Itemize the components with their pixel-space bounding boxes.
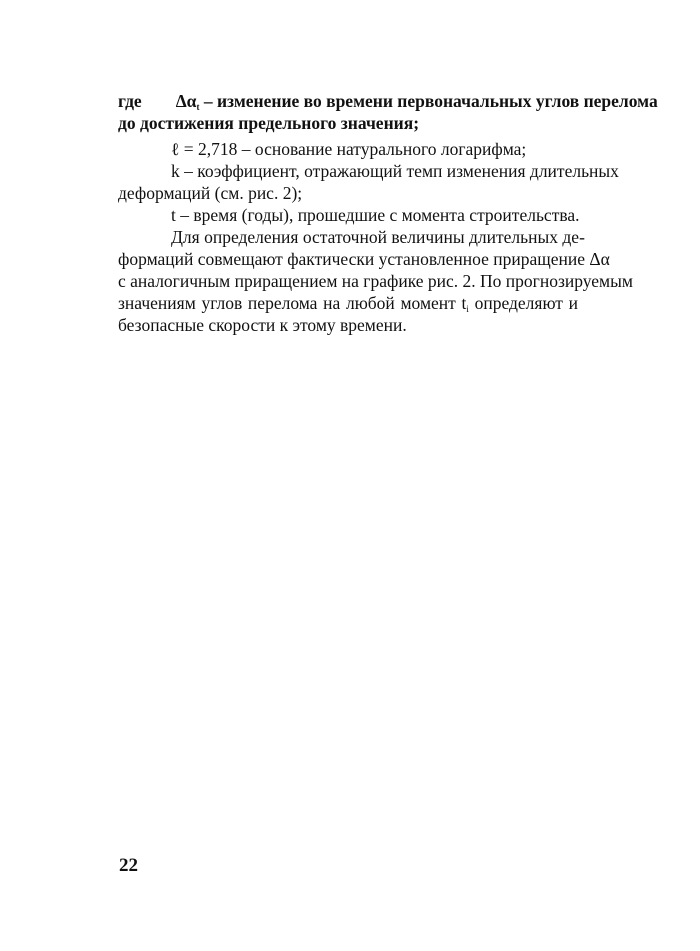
paragraph-line-5: безопасные скорости к этому времени.: [118, 315, 407, 335]
t-subscript: i: [466, 304, 469, 314]
text-line-2: до достижения предельного значения;: [118, 113, 420, 133]
text-line-log-base: ℓ = 2,718 – основание натурального логарифма;: [171, 139, 527, 159]
text-line-time: t – время (годы), прошедшие с момента строительства.: [171, 205, 580, 225]
delta-alpha-subscript: t: [196, 102, 200, 112]
delta-alpha-symbol: Δα: [175, 91, 197, 111]
where-word: где: [118, 91, 142, 111]
text-line-coefficient: k – коэффициент, отражающий темп изменения длительных: [171, 161, 619, 181]
page-number: 22: [119, 855, 138, 876]
paragraph-line-2: формаций совмещают фактически установленное приращение Δα: [118, 249, 610, 269]
delta-alpha-definition: – изменение во времени первоначальных углов перелома: [199, 91, 658, 111]
text-line-5: деформаций (см. рис. 2);: [118, 183, 303, 203]
paragraph-line-4-start: значениям углов перелома на любой момент t: [118, 293, 467, 313]
paragraph-line-1: Для определения остаточной величины длительных де-: [171, 227, 585, 247]
paragraph-line-3: с аналогичным приращением на графике рис. 2. По прогнозируемым: [118, 271, 633, 291]
paragraph-line-4-end: определяют и: [468, 293, 578, 313]
